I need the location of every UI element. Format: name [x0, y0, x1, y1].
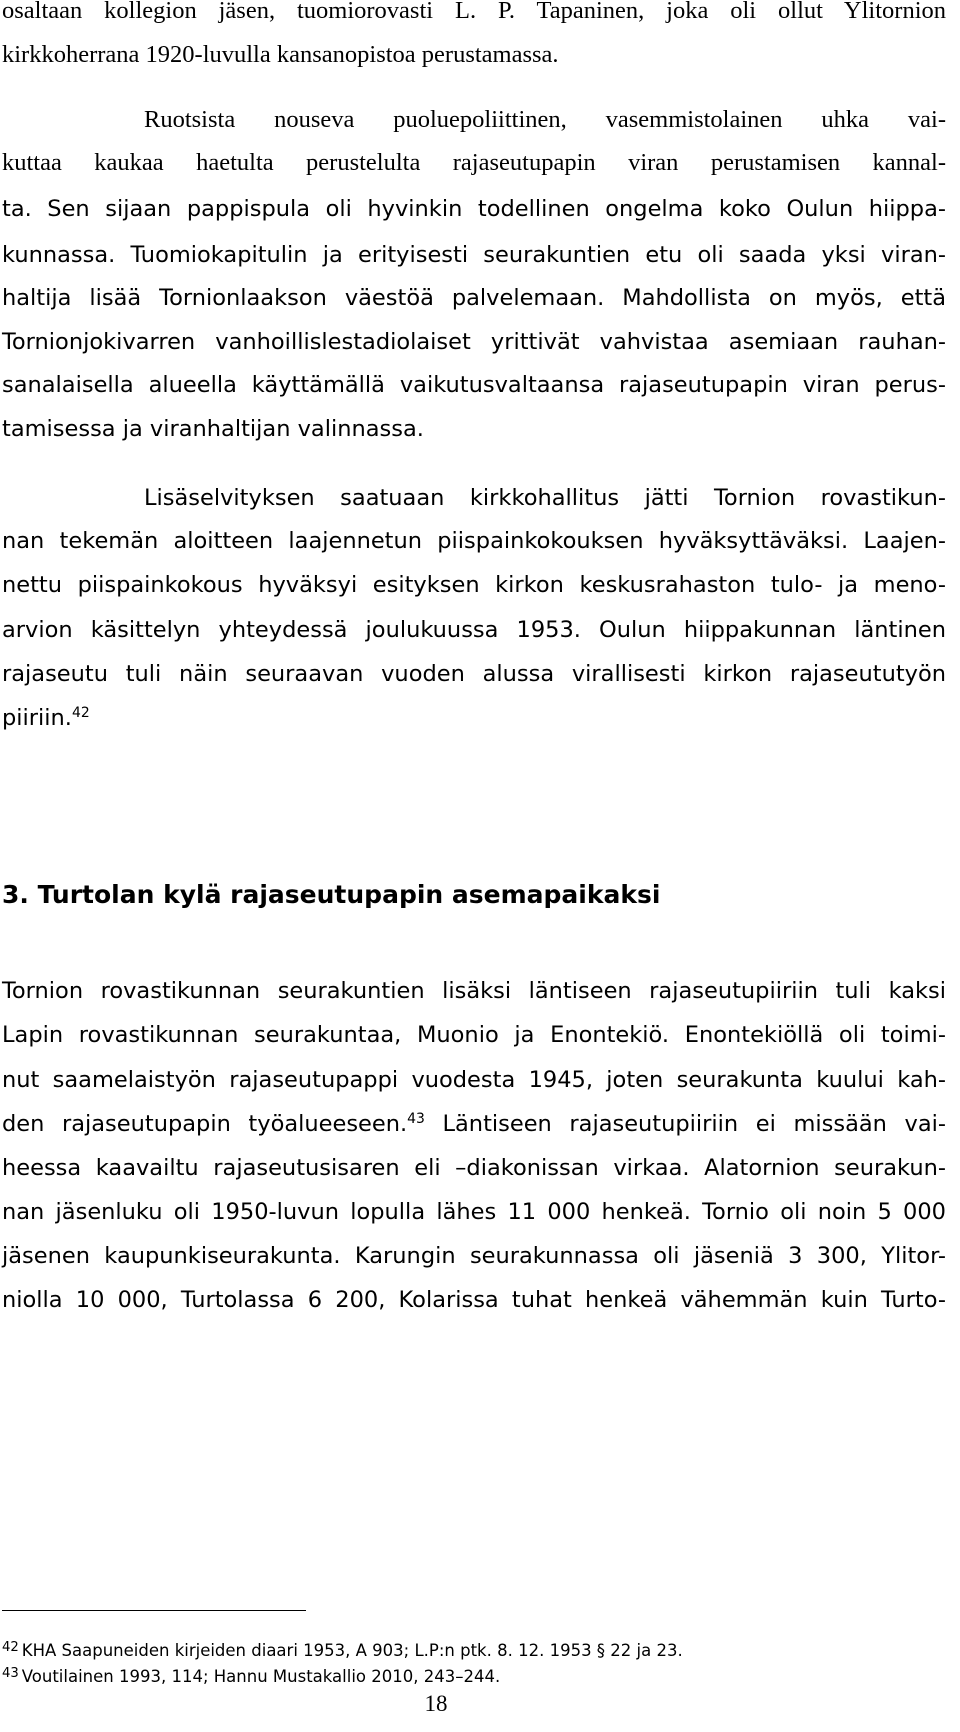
footnote-number: 43: [2, 1666, 19, 1682]
body-line: nan jäsenluku oli 1950-luvun lopulla lähes 11 000 henkeä. Tornio oli noin 5 000: [2, 1199, 946, 1225]
body-line: Tornionjokivarren vanhoillislestadiolaiset yrittivät vahvistaa asemiaan rauhan-: [2, 329, 946, 355]
body-text: piiriin.: [2, 705, 72, 731]
body-text: Läntiseen rajaseutupiiriin ei missään vai-: [424, 1111, 946, 1137]
body-line: kunnassa. Tuomiokapitulin ja erityisesti seurakuntien etu oli saada yksi viran-: [2, 242, 946, 268]
body-line: arvion käsittelyn yhteydessä joulukuussa 1953. Oulun hiippakunnan läntinen: [2, 617, 946, 643]
body-line: jäsenen kaupunkiseurakunta. Karungin seurakunnassa oli jäseniä 3 300, Ylitor-: [2, 1243, 946, 1269]
footnote-ref[interactable]: 42: [71, 705, 90, 722]
body-line: sanalaisella alueella käyttämällä vaikutusvaltaansa rajaseutupapin viran perus-: [2, 372, 946, 398]
body-line: Lisäselvityksen saatuaan kirkkohallitus jätti Tornion rovastikun-: [144, 485, 946, 511]
footnote-ref[interactable]: 43: [407, 1111, 425, 1128]
body-line: [2, 703, 946, 733]
body-line: Lapin rovastikunnan seurakuntaa, Muonio ja Enontekiö. Enontekiöllä oli toimi-: [2, 1022, 946, 1048]
footnote-number: 42: [2, 1640, 19, 1656]
footnote: [2, 1640, 683, 1662]
footnote-text: Voutilainen 1993, 114; Hannu Mustakallio 2010, 243–244.: [21, 1667, 501, 1686]
body-line: ta. Sen sijaan pappispula oli hyvinkin todellinen ongelma koko Oulun hiippa-: [2, 196, 946, 222]
body-line: heessa kaavailtu rajaseutusisaren eli –diakonissan virkaa. Alatornion seurakun-: [2, 1155, 946, 1181]
body-line: Ruotsista nouseva puoluepoliittinen, vasemmistolainen uhka vai-: [144, 106, 946, 133]
section-heading: 3. Turtolan kylä rajaseutupapin asemapaikaksi: [2, 880, 661, 909]
body-line: nettu piispainkokous hyväksyi esityksen kirkon keskusrahaston tulo- ja meno-: [2, 572, 946, 598]
body-line: niolla 10 000, Turtolassa 6 200, Kolarissa tuhat henkeä vähemmän kuin Turto-: [2, 1287, 946, 1313]
body-line: nut saamelaistyön rajaseutupappi vuodesta 1945, joten seurakunta kuului kah-: [2, 1067, 946, 1093]
body-line: osaltaan kollegion jäsen, tuomiorovasti L. P. Tapaninen, joka oli ollut Ylitornion: [2, 0, 946, 24]
body-line: nan tekemän aloitteen laajennetun piispainkokouksen hyväksyttäväksi. Laajen-: [2, 528, 946, 554]
footnote: [2, 1666, 500, 1688]
body-line: tamisessa ja viranhaltijan valinnassa.: [2, 416, 424, 442]
body-line: haltija lisää Tornionlaakson väestöä palvelemaan. Mahdollista on myös, että: [2, 285, 946, 311]
body-line: Tornion rovastikunnan seurakuntien lisäksi läntiseen rajaseutupiiriin tuli kaksi: [2, 978, 946, 1004]
footnote-text: KHA Saapuneiden kirjeiden diaari 1953, A 903; L.P:n ptk. 8. 12. 1953 § 22 ja 23.: [21, 1641, 683, 1660]
body-line: [2, 1109, 946, 1139]
footnote-separator: [2, 1610, 306, 1611]
body-text: den rajaseutupapin työalueeseen.: [2, 1111, 408, 1137]
body-line: rajaseutu tuli näin seuraavan vuoden alussa virallisesti kirkon rajaseututyön: [2, 661, 946, 687]
body-line: kirkkoherrana 1920-luvulla kansanopistoa perustamassa.: [2, 41, 559, 68]
body-line: kuttaa kaukaa haetulta perustelulta rajaseutupapin viran perustamisen kannal-: [2, 149, 946, 176]
page-number: 18: [424, 1691, 448, 1716]
